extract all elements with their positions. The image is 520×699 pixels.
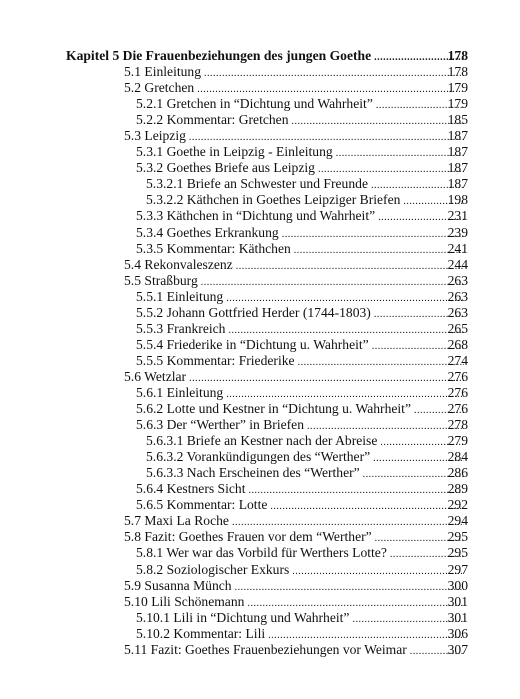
toc-entry-title: 5.3.2.2 Käthchen in Goethes Leipziger Briefen: [146, 192, 401, 208]
toc-entry-title: 5.2 Gretchen: [124, 80, 195, 96]
toc-entry-title: 5.10.2 Kommentar: Lili: [136, 625, 266, 641]
toc-entry-title: 5.1 Einleitung: [124, 64, 202, 80]
toc-entry[interactable]: [0, 353, 520, 369]
toc-entry-title: 5.4 Rekonvaleszenz: [124, 256, 233, 272]
toc-page-number: 241: [447, 240, 468, 256]
toc-entry-title: 5.6.5 Kommentar: Lotte: [136, 497, 268, 513]
toc-entry[interactable]: [0, 513, 520, 529]
toc-entry[interactable]: [0, 626, 520, 642]
toc-page-number: 297: [447, 561, 468, 577]
toc-entry[interactable]: [0, 112, 520, 128]
toc-page-number: 284: [447, 449, 468, 465]
toc-entry[interactable]: [0, 642, 520, 658]
toc-entry-title: 5.6.1 Einleitung: [136, 384, 224, 400]
toc-entry[interactable]: [0, 144, 520, 160]
toc-entry[interactable]: [0, 225, 520, 241]
toc-page-number: 263: [447, 272, 468, 288]
toc-page-number: 294: [447, 513, 468, 529]
toc-page-number: 301: [447, 609, 468, 625]
toc-entry-label: [124, 642, 468, 660]
toc-page-number: 187: [447, 176, 468, 192]
toc-entry-title: 5.9 Susanna Münch: [124, 577, 232, 593]
toc-entry[interactable]: [0, 160, 520, 176]
toc-entry[interactable]: [0, 241, 520, 257]
toc-entry-title: 5.6 Wetzlar: [124, 368, 187, 384]
toc-page-number: 185: [447, 112, 468, 128]
toc-entry[interactable]: [0, 545, 520, 561]
toc-entry-title: 5.3.3 Käthchen in “Dichtung und Wahrheit”: [136, 208, 376, 224]
toc-entry[interactable]: [0, 289, 520, 305]
toc-page-number: 276: [447, 384, 468, 400]
toc-entry-title: 5.6.3.3 Nach Erscheinen des “Werther”: [146, 465, 360, 481]
toc-entry[interactable]: [0, 321, 520, 337]
toc-page-number: 307: [447, 641, 468, 657]
toc-page-number: 286: [447, 465, 468, 481]
toc-entry-title: 5.3 Leipzig: [124, 128, 186, 144]
toc-entry[interactable]: [0, 192, 520, 208]
toc-page-number: 179: [447, 96, 468, 112]
toc-entry[interactable]: [0, 449, 520, 465]
toc-page-number: 263: [447, 288, 468, 304]
toc-entry-title: 5.6.3 Der “Werther” in Briefen: [136, 417, 304, 433]
toc-entry-title: 5.8 Fazit: Goethes Frauen vor dem “Werther”: [124, 529, 372, 545]
toc-page-number: 306: [447, 625, 468, 641]
toc-entry-title: 5.3.2.1 Briefe an Schwester und Freunde: [146, 176, 368, 192]
toc-page-number: 187: [447, 160, 468, 176]
toc-entry[interactable]: [0, 273, 520, 289]
toc-page-number: 263: [447, 304, 468, 320]
toc-entry[interactable]: [0, 257, 520, 273]
toc-entry[interactable]: [0, 80, 520, 96]
toc-entry[interactable]: [0, 385, 520, 401]
toc-entry-title: 5.6.4 Kestners Sicht: [136, 481, 246, 497]
toc-entry-title: 5.8.1 Wer war das Vorbild für Werthers Lotte?: [136, 545, 387, 561]
toc-page-number: 276: [447, 401, 468, 417]
toc-page-number: 295: [447, 529, 468, 545]
toc-page-number: 276: [447, 368, 468, 384]
toc-entry[interactable]: [0, 465, 520, 481]
toc-page-number: 301: [447, 593, 468, 609]
toc-entry-title: 5.10.1 Lili in “Dichtung und Wahrheit”: [136, 609, 350, 625]
toc-entry-title: 5.3.4 Goethes Erkrankung: [136, 224, 279, 240]
toc-entry[interactable]: [0, 64, 520, 80]
toc-entry[interactable]: [0, 497, 520, 513]
toc-page-number: 244: [447, 256, 468, 272]
toc-entry-title: 5.5.3 Frankreich: [136, 320, 226, 336]
toc-entry[interactable]: [0, 481, 520, 497]
toc-page-number: 268: [447, 336, 468, 352]
toc-page-number: 239: [447, 224, 468, 240]
toc-page-number: 278: [447, 417, 468, 433]
toc-entry-title: 5.3.5 Kommentar: Käthchen: [136, 240, 291, 256]
toc-entry[interactable]: [0, 96, 520, 112]
toc-entry-title: 5.10 Lili Schönemann: [124, 593, 245, 609]
toc-page-number: 178: [447, 48, 468, 63]
toc-entry-title: 5.5.5 Kommentar: Friederike: [136, 352, 295, 368]
toc-entry[interactable]: [0, 433, 520, 449]
toc-entry-title: Kapitel 5 Die Frauenbeziehungen des jungen Goethe: [66, 48, 372, 63]
toc-entry-title: 5.11 Fazit: Goethes Frauenbeziehungen vor Weimar: [124, 641, 407, 657]
toc-entry[interactable]: [0, 337, 520, 353]
toc-entry-title: 5.3.2 Goethes Briefe aus Leipzig: [136, 160, 315, 176]
toc-entry-title: 5.2.1 Gretchen in “Dichtung und Wahrheit”: [136, 96, 373, 112]
toc-entry-title: 5.6.3.2 Vorankündigungen des “Werther”: [146, 449, 371, 465]
toc-page-number: 187: [447, 144, 468, 160]
toc-entry[interactable]: [0, 369, 520, 385]
toc-page-number: 292: [447, 497, 468, 513]
toc-page-number: 179: [447, 80, 468, 96]
table-of-contents: [0, 48, 520, 658]
toc-entry[interactable]: [0, 562, 520, 578]
toc-entry-title: 5.5.2 Johann Gottfried Herder (1744-1803): [136, 304, 371, 320]
toc-entry-title: 5.2.2 Kommentar: Gretchen: [136, 112, 289, 128]
toc-entry[interactable]: [0, 417, 520, 433]
toc-page-number: 274: [447, 352, 468, 368]
toc-page-number: 279: [447, 433, 468, 449]
toc-page-number: 295: [447, 545, 468, 561]
toc-entry-title: 5.7 Maxi La Roche: [124, 513, 229, 529]
toc-page-number: 178: [447, 64, 468, 80]
toc-entry[interactable]: [0, 208, 520, 224]
toc-page-number: 265: [447, 320, 468, 336]
toc-entry[interactable]: [0, 401, 520, 417]
toc-entry[interactable]: [0, 529, 520, 545]
toc-page-number: 187: [447, 128, 468, 144]
toc-page-number: 198: [447, 192, 468, 208]
toc-entry[interactable]: [0, 305, 520, 321]
toc-entry[interactable]: [0, 594, 520, 610]
toc-entry-title: 5.5.4 Friederike in “Dichtung u. Wahrheit”: [136, 336, 369, 352]
toc-chapter-entry[interactable]: [0, 48, 520, 64]
toc-entry-title: 5.6.3.1 Briefe an Kestner nach der Abreise: [146, 433, 378, 449]
toc-entry-title: 5.8.2 Soziologischer Exkurs: [136, 561, 290, 577]
toc-entry-title: 5.6.2 Lotte und Kestner in “Dichtung u. Wahrheit”: [136, 401, 411, 417]
toc-page-number: 300: [447, 577, 468, 593]
toc-entry-title: 5.3.1 Goethe in Leipzig - Einleitung: [136, 144, 333, 160]
toc-entry[interactable]: [0, 610, 520, 626]
toc-page-number: 231: [447, 208, 468, 224]
toc-entry[interactable]: [0, 176, 520, 192]
toc-entry-title: 5.5.1 Einleitung: [136, 288, 224, 304]
toc-page-number: 289: [447, 481, 468, 497]
toc-entry[interactable]: [0, 128, 520, 144]
toc-entry[interactable]: [0, 578, 520, 594]
toc-entry-title: 5.5 Straßburg: [124, 272, 198, 288]
